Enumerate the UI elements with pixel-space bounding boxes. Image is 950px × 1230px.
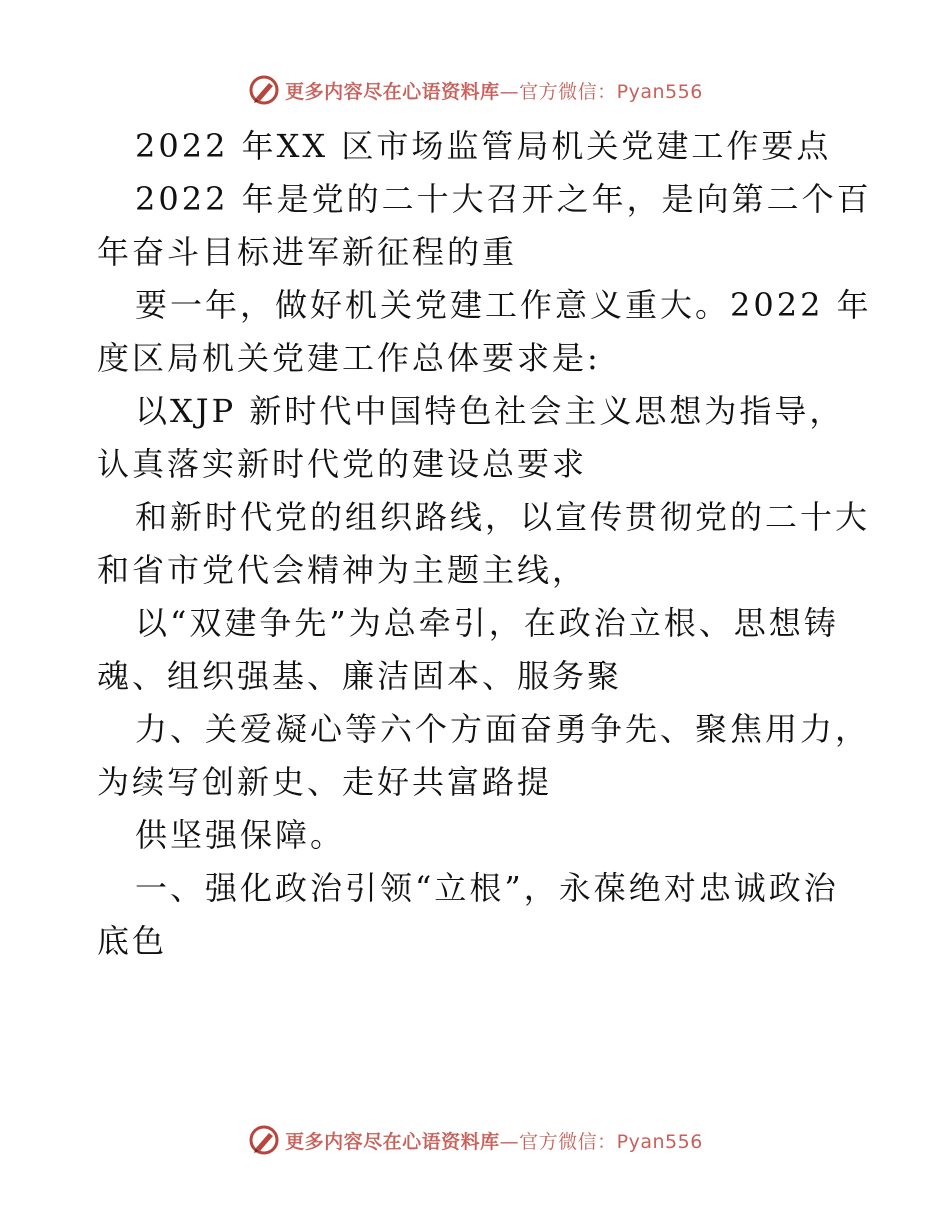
text-line: 力、关爱凝心等六个方面奋勇争先、聚焦用力， <box>135 710 871 748</box>
text-line: 为续写创新史、走好共富路提 <box>97 763 553 801</box>
text-line: 认真落实新时代党的建设总要求 <box>97 445 588 483</box>
text-line: 年奋斗目标进军新征程的重 <box>97 233 518 271</box>
header-watermark <box>0 70 950 110</box>
text-line: 魂、组织强基、廉洁固本、服务聚 <box>97 657 623 695</box>
footer-watermark <box>0 1120 950 1160</box>
text-line: 要一年，做好机关党建工作意义重大。2022 年 <box>135 286 872 324</box>
pen-logo-icon <box>247 73 281 107</box>
text-line: 以“双建争先”为总牵引，在政治立根、思想铸 <box>135 604 839 642</box>
text-line: 2022 年是党的二十大召开之年，是向第二个百 <box>135 180 872 218</box>
text-line: 底色 <box>97 922 168 960</box>
watermark-text: 更多内容尽在心语资料库—官方微信：Pyan556 <box>285 80 703 103</box>
text-line: 供坚强保障。 <box>135 816 346 854</box>
text-line: 2022 年XX 区市场监管局机关党建工作要点 <box>135 127 832 165</box>
text-line: 一、强化政治引领“立根”，永葆绝对忠诚政治 <box>135 869 839 907</box>
text-line: 和省市党代会精神为主题主线， <box>97 551 588 589</box>
pen-logo-icon <box>247 1123 281 1157</box>
document-body <box>97 120 872 968</box>
watermark-text: 更多内容尽在心语资料库—官方微信：Pyan556 <box>285 1130 703 1153</box>
text-line: 以XJP 新时代中国特色社会主义思想为指导， <box>135 392 845 430</box>
text-line: 和新时代党的组织路线，以宣传贯彻党的二十大 <box>135 498 871 536</box>
text-line: 度区局机关党建工作总体要求是: <box>97 339 601 377</box>
